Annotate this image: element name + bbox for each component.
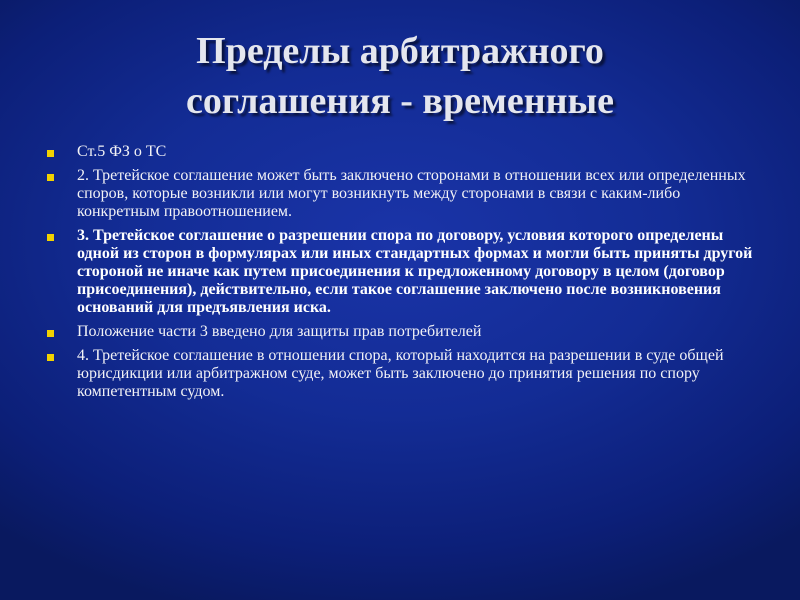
bullet-item-5 bbox=[44, 347, 760, 401]
bullet-item-4 bbox=[44, 323, 760, 341]
bullet-item-1 bbox=[44, 143, 760, 161]
bullet-text-4: Положение части 3 введено для защиты прав потребителей bbox=[77, 323, 482, 340]
square-bullet-icon bbox=[47, 174, 54, 181]
slide-title-line-2: соглашения - временные bbox=[185, 80, 615, 122]
square-bullet-icon bbox=[47, 234, 54, 241]
bullet-text-5: 4. Третейское соглашение в отношении спора, который находится на разрешении в суде общей юрисдикции или арбитражном суде, может быть заключено до принятия решения по спору компетентным судом. bbox=[77, 347, 724, 400]
slide-title bbox=[60, 26, 740, 126]
square-bullet-icon bbox=[47, 354, 54, 361]
bullet-item-3 bbox=[44, 227, 760, 317]
square-bullet-icon bbox=[47, 150, 54, 157]
bullet-item-2 bbox=[44, 167, 760, 221]
slide-title-line-1: Пределы арбитражного bbox=[196, 30, 604, 72]
square-bullet-icon bbox=[47, 330, 54, 337]
bullet-text-1: Ст.5 ФЗ о ТС bbox=[77, 143, 167, 160]
bullet-list bbox=[44, 143, 760, 407]
bullet-text-2: 2. Третейское соглашение может быть заключено сторонами в отношении всех или определенных споров, которые возникли или могут возникнуть между сторонами в связи с каким-либо конкретным правоотношением. bbox=[77, 167, 746, 220]
bullet-text-3: 3. Третейское соглашение о разрешении спора по договору, условия которого определены одной из сторон в формулярах или иных стандартных формах и могли быть приняты другой стороной не иначе как путем присоединения к предложенному договору в целом (договор присоединения), действительно, если такое соглашение заключено после возникновения оснований для предъявления иска. bbox=[77, 227, 753, 316]
